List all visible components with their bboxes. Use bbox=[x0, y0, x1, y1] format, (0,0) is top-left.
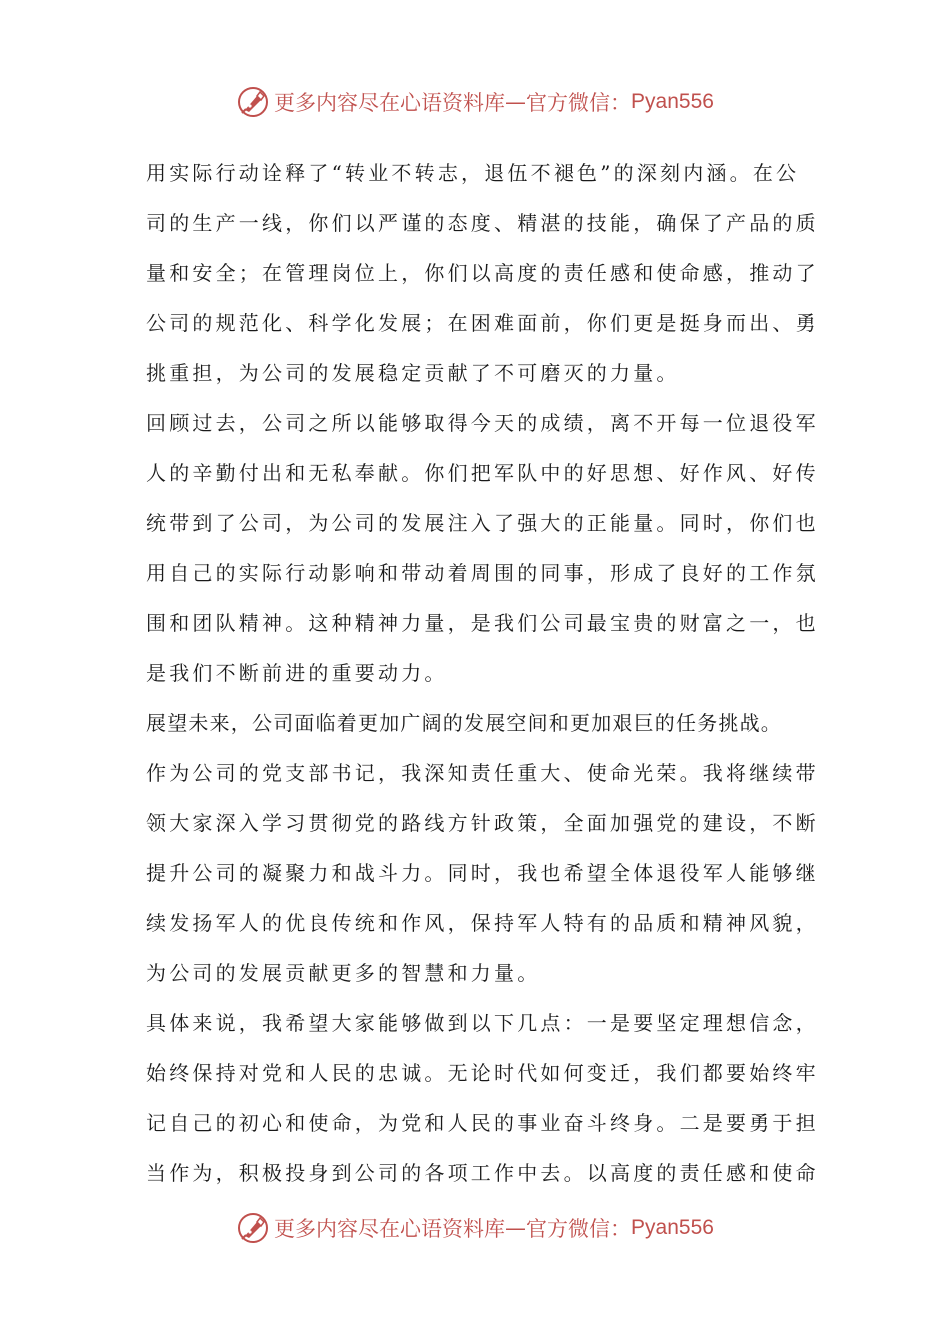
text-line: 为公司的发展贡献更多的智慧和力量。 bbox=[146, 961, 541, 985]
text-line: 领大家深入学习贯彻党的路线方针政策，全面加强党的建设，不断 bbox=[146, 811, 819, 835]
pen-nib-logo-icon bbox=[236, 1211, 270, 1245]
banner-separator: — bbox=[505, 1216, 527, 1240]
document-body bbox=[146, 148, 836, 1198]
banner-wechat-label: 官方微信： bbox=[526, 1217, 632, 1241]
text-line: 挑重担，为公司的发展稳定贡献了不可磨灭的力量。 bbox=[146, 361, 680, 385]
text-line: 是我们不断前进的重要动力。 bbox=[146, 661, 448, 685]
text-line: 公司的规范化、科学化发展；在困难面前，你们更是挺身而出、勇 bbox=[146, 311, 819, 335]
text-line: 司的生产一线，你们以严谨的态度、精湛的技能，确保了产品的质 bbox=[146, 211, 819, 235]
pen-nib-logo-icon bbox=[236, 85, 270, 119]
text-line: 续发扬军人的优良传统和作风，保持军人特有的品质和精神风貌， bbox=[146, 911, 819, 935]
banner-wechat-id: Pyan556 bbox=[631, 90, 714, 113]
text-line: 用实际行动诠释了“转业不转志，退伍不褪色”的深刻内涵。在公 bbox=[146, 161, 800, 185]
text-line: 量和安全；在管理岗位上，你们以高度的责任感和使命感，推动了 bbox=[146, 261, 819, 285]
text-line: 提升公司的凝聚力和战斗力。同时，我也希望全体退役军人能够继 bbox=[146, 861, 819, 885]
text-line: 统带到了公司，为公司的发展注入了强大的正能量。同时，你们也 bbox=[146, 511, 819, 535]
footer-banner bbox=[0, 1206, 950, 1250]
banner-separator: — bbox=[505, 90, 527, 114]
banner-wechat-id: Pyan556 bbox=[631, 1216, 714, 1239]
text-line: 用自己的实际行动影响和带动着周围的同事，形成了良好的工作氛 bbox=[146, 561, 819, 585]
text-line: 回顾过去，公司之所以能够取得今天的成绩，离不开每一位退役军 bbox=[146, 411, 819, 435]
text-line: 展望未来，公司面临着更加广阔的发展空间和更加艰巨的任务挑战。 bbox=[146, 711, 782, 735]
text-line: 围和团队精神。这种精神力量，是我们公司最宝贵的财富之一，也 bbox=[146, 611, 819, 635]
text-line: 记自己的初心和使命，为党和人民的事业奋斗终身。二是要勇于担 bbox=[146, 1111, 819, 1135]
text-line: 作为公司的党支部书记，我深知责任重大、使命光荣。我将继续带 bbox=[146, 761, 819, 785]
text-line: 具体来说，我希望大家能够做到以下几点：一是要坚定理想信念， bbox=[146, 1011, 819, 1035]
banner-site-text: 更多内容尽在心语资料库 bbox=[274, 91, 506, 115]
text-line: 始终保持对党和人民的忠诚。无论时代如何变迁，我们都要始终牢 bbox=[146, 1061, 819, 1085]
banner-site-text: 更多内容尽在心语资料库 bbox=[274, 1217, 506, 1241]
banner-wechat-label: 官方微信： bbox=[526, 91, 632, 115]
text-line: 当作为，积极投身到公司的各项工作中去。以高度的责任感和使命 bbox=[146, 1161, 819, 1185]
text-line: 人的辛勤付出和无私奉献。你们把军队中的好思想、好作风、好传 bbox=[146, 461, 819, 485]
header-banner bbox=[0, 80, 950, 124]
